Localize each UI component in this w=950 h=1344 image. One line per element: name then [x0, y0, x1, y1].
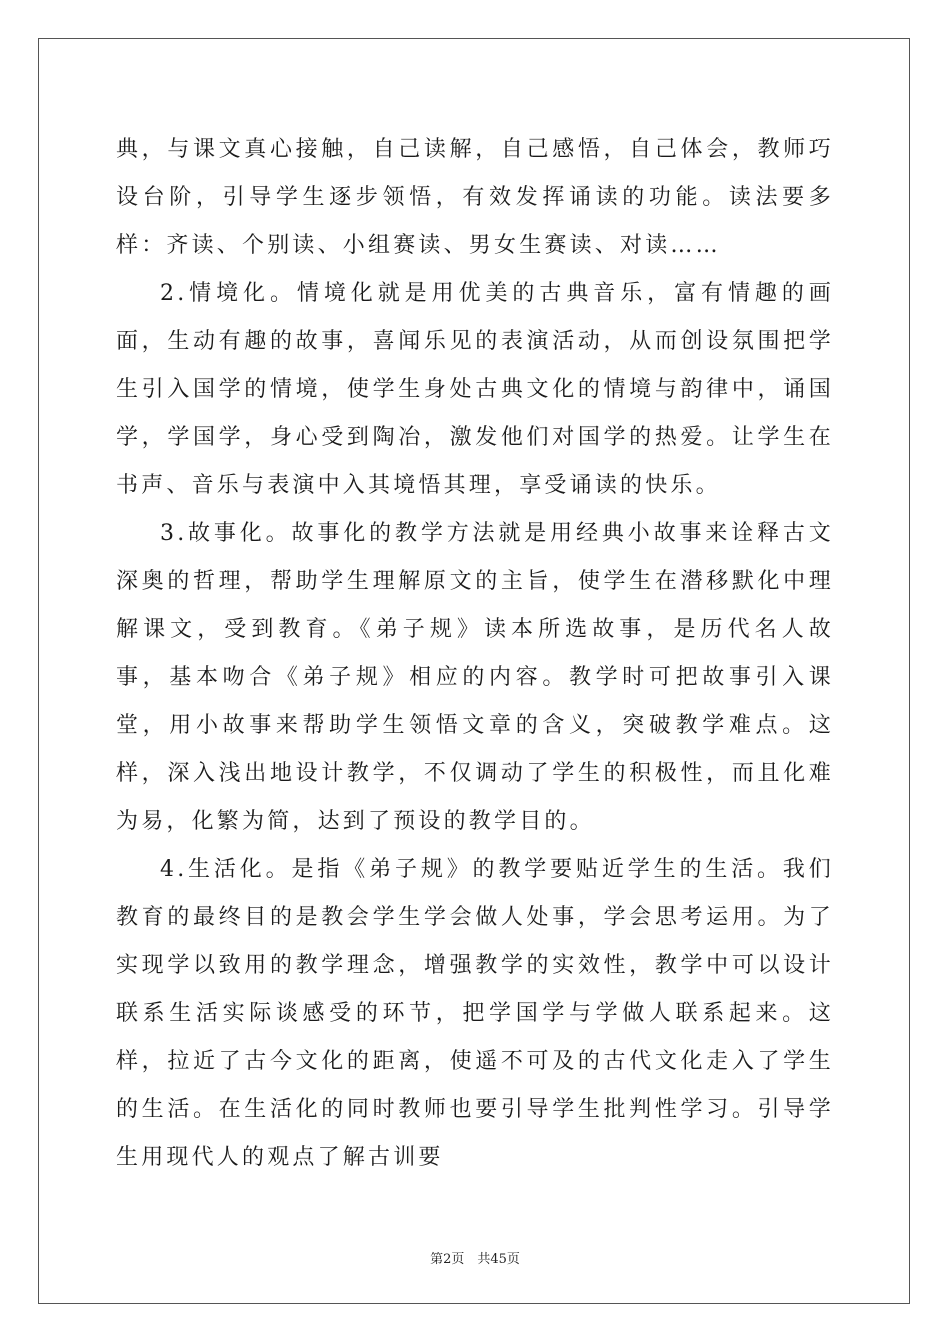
page-number-footer: 第2页 共45页	[430, 1252, 520, 1267]
document-body	[116, 126, 834, 1182]
paragraph-2: 2.情境化。情境化就是用优美的古典音乐，富有情趣的画面，生动有趣的故事，喜闻乐见的表演活动，从而创设氛围把学生引入国学的情境，使学生身处古典文化的情境与韵律中，诵国学，学国学，身心受到陶冶，激发他们对国学的热爱。让学生在书声、音乐与表演中入其境悟其理，享受诵读的快乐。	[116, 281, 834, 498]
paragraph-3: 3.故事化。故事化的教学方法就是用经典小故事来诠释古文深奥的哲理，帮助学生理解原文的主旨，使学生在潜移默化中理解课文，受到教育。《弟子规》读本所选故事，是历代名人故事，基本吻合《弟子规》相应的内容。教学时可把故事引入课堂，用小故事来帮助学生领悟文章的含义，突破教学难点。这样，深入浅出地设计教学，不仅调动了学生的积极性，而且化难为易，化繁为简，达到了预设的教学目的。	[116, 521, 834, 834]
paragraph-4: 4.生活化。是指《弟子规》的教学要贴近学生的生活。我们教育的最终目的是教会学生学会做人处事，学会思考运用。为了实现学以致用的教学理念，增强教学的实效性，教学中可以设计联系生活实际谈感受的环节，把学国学与学做人联系起来。这样，拉近了古今文化的距离，使遥不可及的古代文化走入了学生的生活。在生活化的同时教师也要引导学生批判性学习。引导学生用现代人的观点了解古训要	[116, 857, 834, 1170]
paragraph-1: 典，与课文真心接触，自己读解，自己感悟，自己体会，教师巧设台阶，引导学生逐步领悟，有效发挥诵读的功能。读法要多样：齐读、个别读、小组赛读、男女生赛读、对读……	[116, 137, 834, 258]
